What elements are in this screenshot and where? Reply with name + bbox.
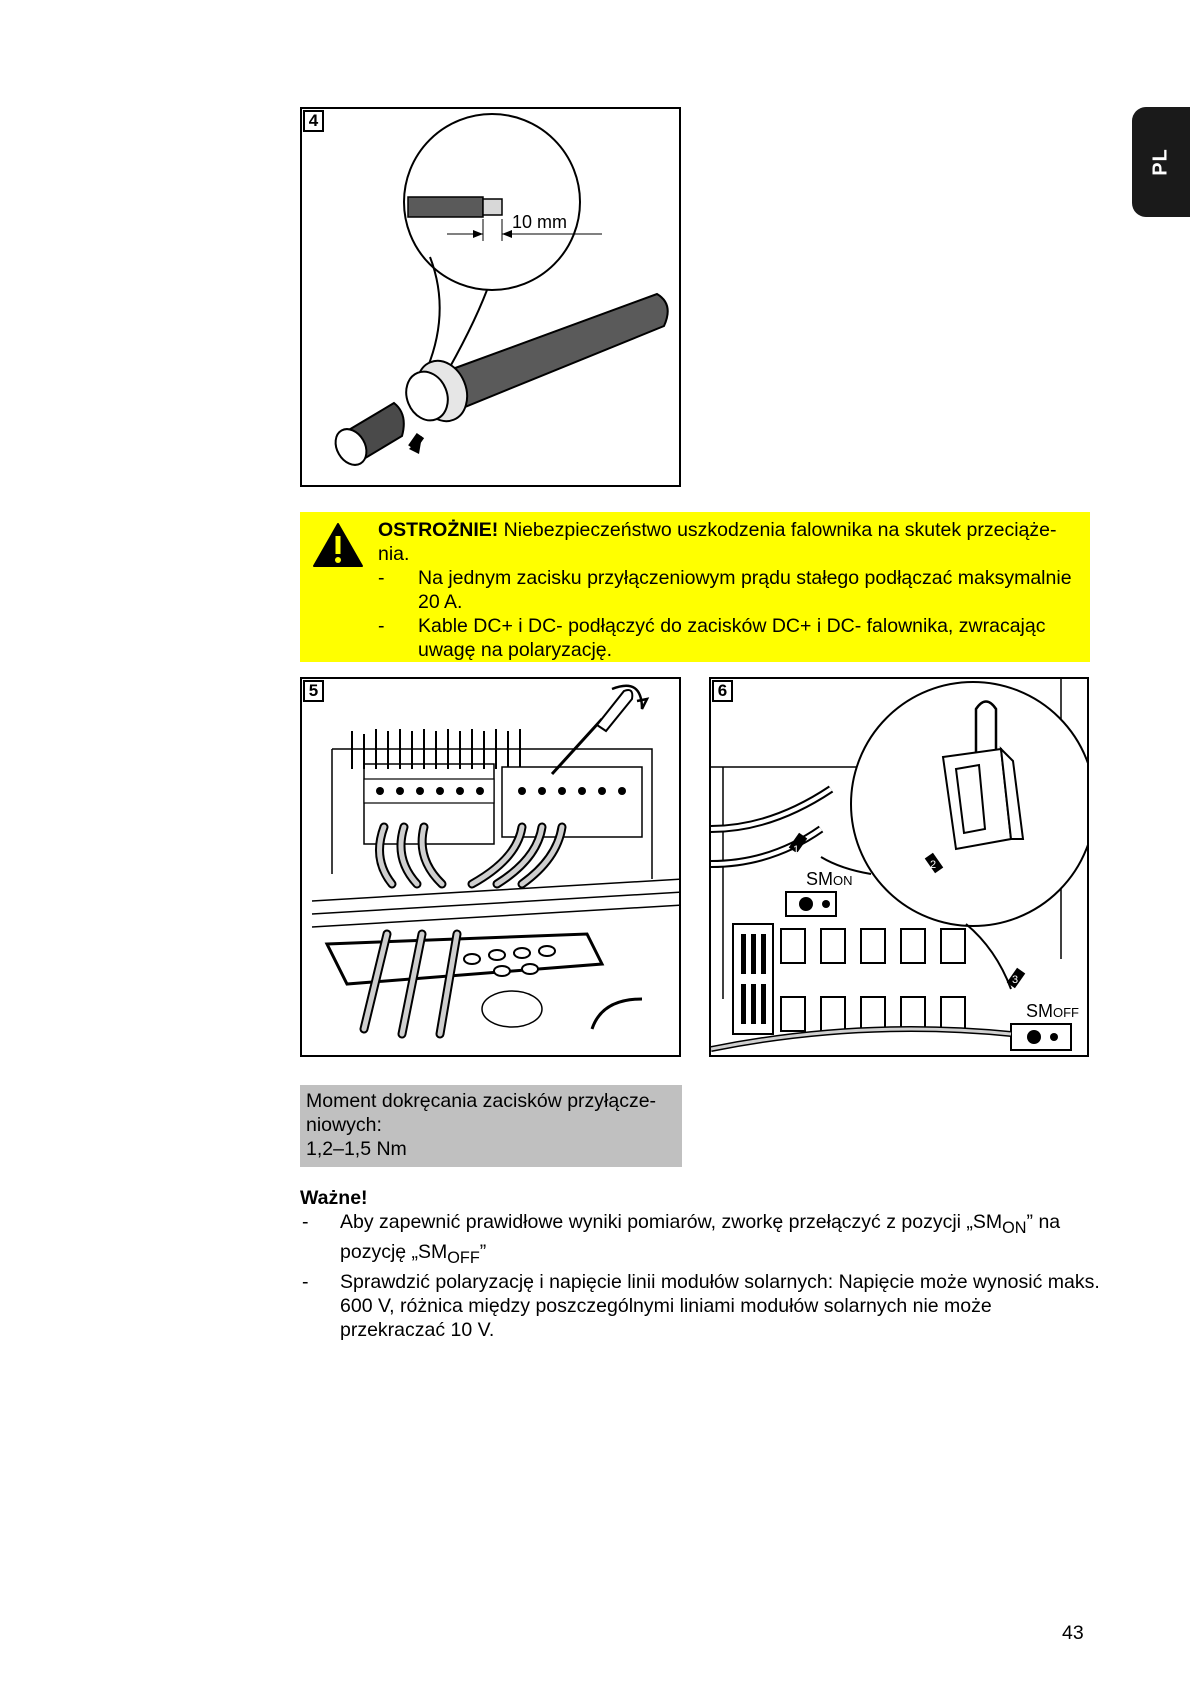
cable-stripping-illustration <box>302 109 681 487</box>
warning-item-text: Na jednym zacisku przyłączeniowym prądu stałego podłączać maksymalnie 20 A. <box>418 567 1072 613</box>
torque-info-box <box>300 1085 682 1167</box>
warning-text <box>378 518 1083 662</box>
figure-6-number: 6 <box>712 680 733 702</box>
torque-line-2: niowych: <box>306 1114 382 1136</box>
step-1-label: 1 <box>793 844 800 856</box>
figure-5-number: 5 <box>303 680 324 702</box>
sm-on-label: SMON <box>806 869 853 889</box>
warning-item-text: Kable DC+ i DC- podłączyć do zacisków DC+ i DC- falownika, zwracając uwagę na polaryzację. <box>418 615 1046 661</box>
warning-message: Niebezpieczeństwo uszkodzenia falownika na skutek przeciąże-nia. <box>378 519 1057 565</box>
warning-box <box>300 512 1090 662</box>
list-dash: - <box>302 1270 309 1293</box>
warning-triangle-icon <box>312 522 364 568</box>
torque-line-1: Moment dokręcania zacisków przyłącze- <box>306 1090 657 1112</box>
torque-value: 1,2–1,5 Nm <box>306 1138 407 1160</box>
step-3-label: 3 <box>1012 974 1019 986</box>
page-number: 43 <box>1062 1622 1084 1644</box>
important-list-item <box>300 1270 1100 1342</box>
important-item-text: Aby zapewnić prawidłowe wyniki pomiarów, zworkę przełączyć z pozycji $„SM_{ON}$” na pozycję $„SM_{OFF}$” <box>340 1211 1061 1267</box>
list-dash: - <box>378 567 385 589</box>
warning-title: OSTROŻNIE! <box>378 519 499 541</box>
sm-off-label: SMOFF <box>1026 1001 1079 1021</box>
jumper-switch-illustration <box>711 679 1089 1057</box>
dimension-label: 10 mm <box>512 212 568 232</box>
warning-list-item <box>378 614 1083 662</box>
important-list-item <box>300 1210 1100 1270</box>
figure-4-number: 4 <box>303 110 324 132</box>
important-heading: Ważne! <box>300 1187 368 1209</box>
figure-6 <box>709 677 1089 1057</box>
figure-5 <box>300 677 681 1057</box>
list-dash: - <box>378 615 385 637</box>
step-2-label: 2 <box>930 859 937 871</box>
figure-4 <box>300 107 681 487</box>
language-tab <box>1132 107 1190 217</box>
warning-heading-line <box>378 518 1083 566</box>
warning-list-item <box>378 566 1083 614</box>
language-tab-label: PL <box>1149 148 1172 176</box>
list-dash: - <box>302 1211 309 1233</box>
terminal-block-illustration <box>302 679 681 1057</box>
important-item-text: Sprawdzić polaryzację i napięcie linii modułów solarnych: Napięcie może wynosić maks. 600 V, różnica między poszczególnymi liniami modułów solarnych nie może przekraczać 10 V. <box>340 1270 1100 1341</box>
important-section <box>300 1186 1100 1342</box>
